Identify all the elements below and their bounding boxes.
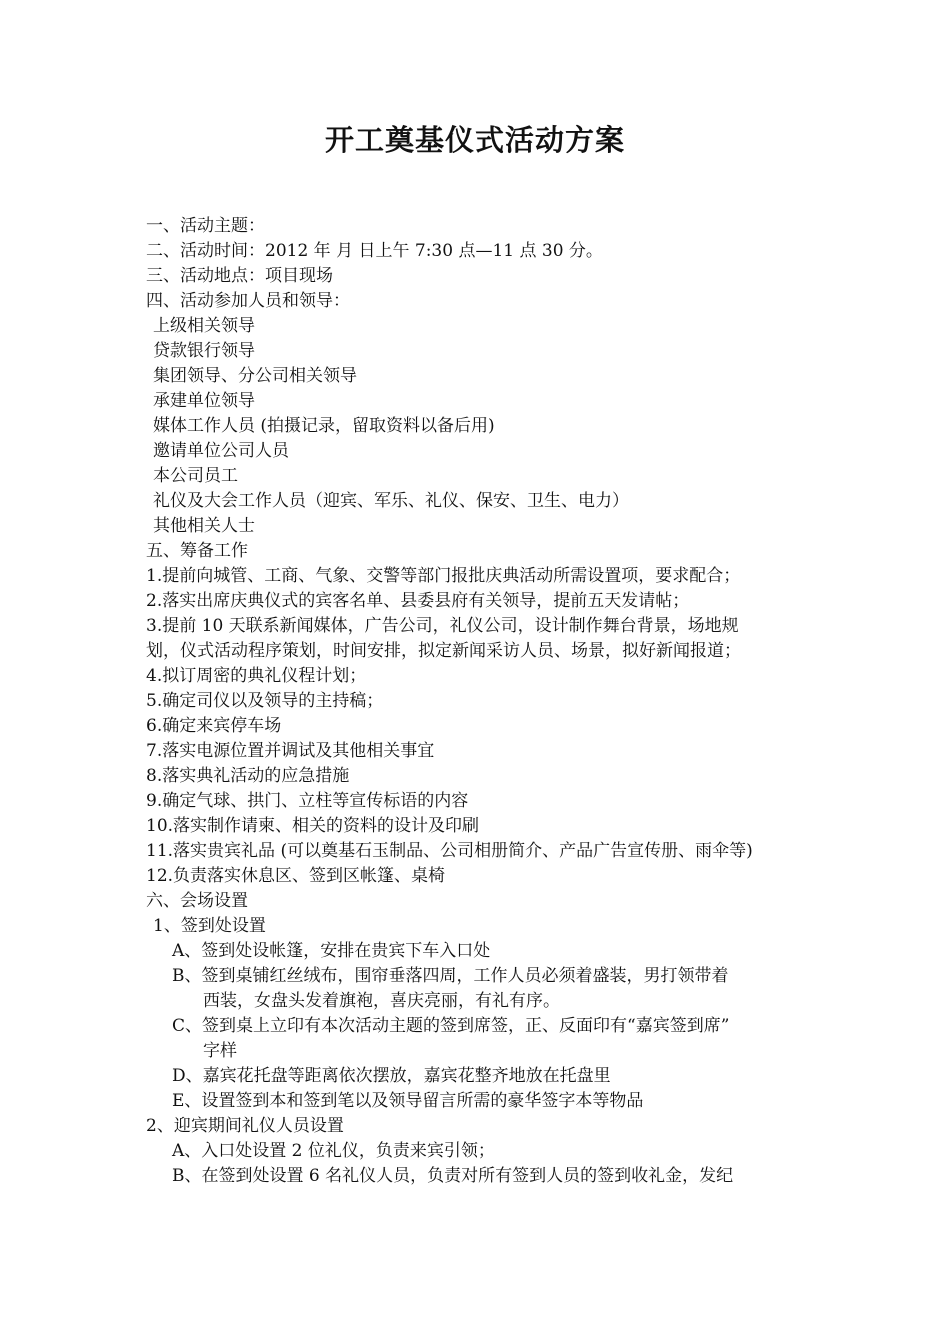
section-heading: 六、会场设置 xyxy=(146,891,248,911)
prep-item: 10.落实制作请柬、相关的资料的设计及印刷 xyxy=(146,816,480,836)
section-heading: 二、活动时间：2012 年 月 日上午 7:30 点—11 点 30 分。 xyxy=(146,241,603,261)
prep-item-continued: 划，仪式活动程序策划，时间安排，拟定新闻采访人员、场景，拟好新闻报道； xyxy=(146,641,741,661)
section-heading: 一、活动主题： xyxy=(146,216,265,236)
subsection-heading: 2、迎宾期间礼仪人员设置 xyxy=(146,1116,344,1136)
document-title: 开工奠基仪式活动方案 xyxy=(324,123,625,157)
participant-item: 媒体工作人员 (拍摄记录，留取资料以备后用) xyxy=(153,416,495,436)
prep-item: 6.确定来宾停车场 xyxy=(146,716,282,736)
prep-item: 8.落实典礼活动的应急措施 xyxy=(146,766,350,786)
prep-item: 4.拟订周密的典礼仪程计划； xyxy=(146,666,367,686)
setup-item: A、入口处设置 2 位礼仪，负责来宾引领； xyxy=(172,1141,495,1161)
subsection-heading: 1、签到处设置 xyxy=(153,916,266,936)
prep-item: 9.确定气球、拱门、立柱等宣传标语的内容 xyxy=(146,791,469,811)
setup-item: B、在签到处设置 6 名礼仪人员，负责对所有签到人员的签到收礼金，发纪 xyxy=(172,1166,734,1186)
prep-item: 1.提前向城管、工商、气象、交警等部门报批庆典活动所需设置项，要求配合； xyxy=(146,566,741,586)
prep-item: 11.落实贵宾礼品 (可以奠基石玉制品、公司相册简介、产品广告宣传册、雨伞等) xyxy=(146,841,753,861)
prep-item: 12.负责落实休息区、签到区帐篷、桌椅 xyxy=(146,866,446,886)
participant-item: 集团领导、分公司相关领导 xyxy=(153,366,357,386)
prep-item: 5.确定司仪以及领导的主持稿； xyxy=(146,691,384,711)
prep-item: 3.提前 10 天联系新闻媒体，广告公司，礼仪公司，设计制作舞台背景，场地规 xyxy=(146,616,739,636)
setup-item: A、签到处设帐篷，安排在贵宾下车入口处 xyxy=(172,941,491,961)
participant-item: 上级相关领导 xyxy=(153,316,255,336)
prep-item: 7.落实电源位置并调试及其他相关事宜 xyxy=(146,741,435,761)
section-heading: 五、筹备工作 xyxy=(146,541,248,561)
setup-item-continued: 字样 xyxy=(203,1041,237,1061)
setup-item: C、签到桌上立印有本次活动主题的签到席签，正、反面印有“嘉宾签到席” xyxy=(172,1016,730,1036)
participant-item: 承建单位领导 xyxy=(153,391,255,411)
section-heading: 四、活动参加人员和领导： xyxy=(146,291,350,311)
document-body xyxy=(146,214,826,1189)
participant-item: 本公司员工 xyxy=(153,466,238,486)
setup-item-continued: 西装，女盘头发着旗袍，喜庆亮丽，有礼有序。 xyxy=(203,991,560,1011)
setup-item: E、设置签到本和签到笔以及领导留言所需的豪华签字本等物品 xyxy=(172,1091,644,1111)
setup-item: B、签到桌铺红丝绒布，围帘垂落四周，工作人员必须着盛装，男打领带着 xyxy=(172,966,729,986)
section-heading: 三、活动地点：项目现场 xyxy=(146,266,333,286)
setup-item: D、嘉宾花托盘等距离依次摆放，嘉宾花整齐地放在托盘里 xyxy=(172,1066,611,1086)
prep-item: 2.落实出席庆典仪式的宾客名单、县委县府有关领导，提前五天发请帖； xyxy=(146,591,690,611)
participant-item: 邀请单位公司人员 xyxy=(153,441,289,461)
participant-item: 礼仪及大会工作人员（迎宾、军乐、礼仪、保安、卫生、电力） xyxy=(153,491,629,511)
participant-item: 其他相关人士 xyxy=(153,516,255,536)
participant-item: 贷款银行领导 xyxy=(153,341,255,361)
